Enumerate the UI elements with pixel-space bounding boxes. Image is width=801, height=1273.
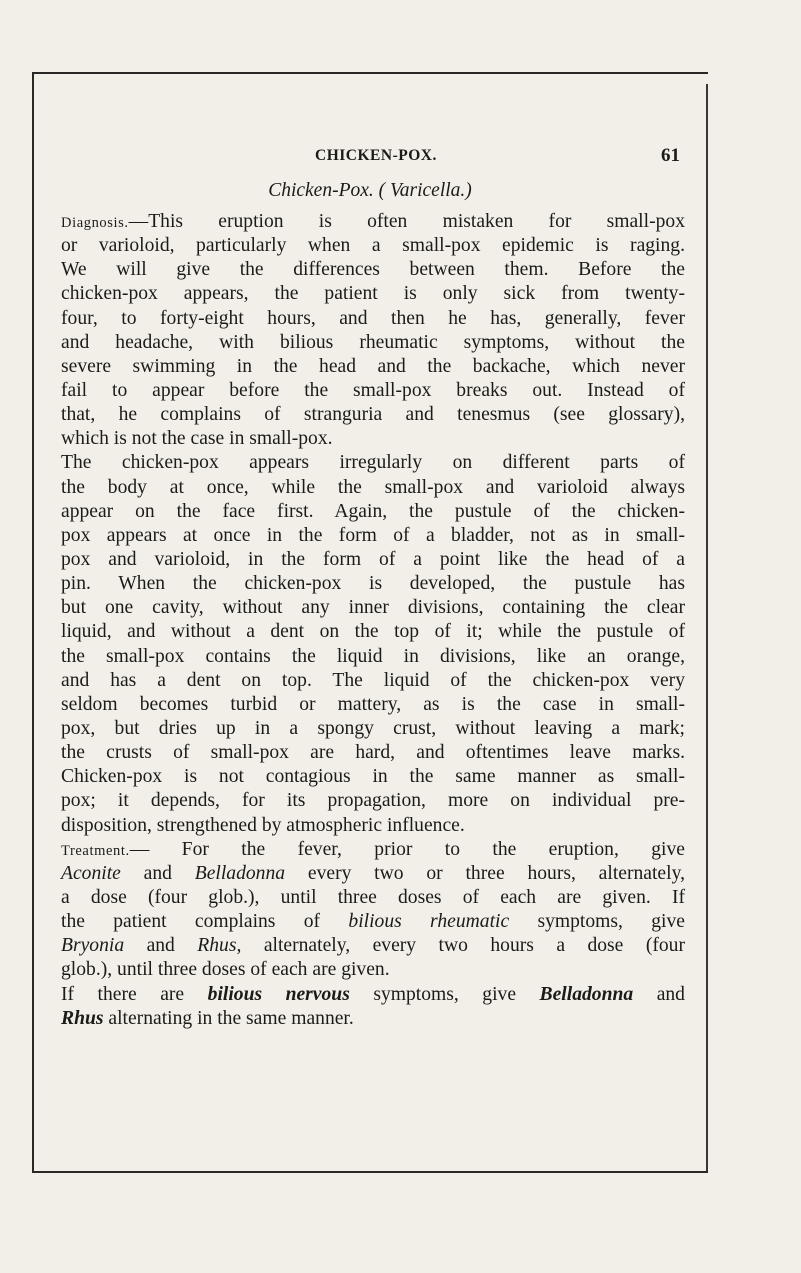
text-line: or varioloid, particularly when a small-pox epidemic is raging. <box>61 235 685 257</box>
text-line-content: — For the fever, prior to the eruption, give <box>129 838 685 860</box>
page-frame-right <box>706 84 708 1172</box>
text-line: and headache, with bilious rheumatic symptoms, without the <box>61 331 685 353</box>
text-line: four, to forty-eight hours, and then he has, generally, fever <box>61 307 685 329</box>
body-text <box>61 210 685 1031</box>
running-title: CHICKEN-POX. <box>315 147 437 164</box>
text-line: liquid, and without a dent on the top of it; while the pustule of <box>61 621 685 643</box>
text-line: pox and varioloid, in the form of a point like the head of a <box>61 548 685 570</box>
text-line <box>61 838 685 862</box>
text-fragment: the patient complains of <box>61 911 349 933</box>
text-line <box>61 210 685 234</box>
running-head <box>60 145 680 169</box>
text-fragment: symptoms, give <box>509 911 685 933</box>
text-fragment: symptoms, give <box>349 983 540 1005</box>
text-fragment: If there are <box>61 983 208 1005</box>
text-line: that, he complains of stranguria and tenesmus (see glossary), <box>61 404 685 426</box>
text-fragment: alternating in the same manner. <box>103 1007 354 1029</box>
section-heading: Chicken-Pox. ( Varicella.) <box>268 180 472 201</box>
text-line: seldom becomes turbid or mattery, as is the case in small- <box>61 693 685 715</box>
text-line: the crusts of small-pox are hard, and oftentimes leave marks. <box>61 742 685 764</box>
text-line: pox; it depends, for its propagation, more on individual pre- <box>61 790 685 812</box>
remedy-bryonia: Bryonia <box>61 935 125 957</box>
text-line: fail to appear before the small-pox breaks out. Instead of <box>61 379 685 401</box>
text-fragment: alternately, every two hours a dose (four <box>241 935 685 957</box>
remedy-belladonna: Belladonna <box>194 862 286 884</box>
text-fragment: and <box>124 935 198 957</box>
diagnosis-label: Diagnosis. <box>61 215 129 231</box>
text-line: but one cavity, without any inner divisions, containing the clear <box>61 597 685 619</box>
text-line: pox appears at once in the form of a bladder, not as in small- <box>61 524 685 546</box>
text-line: chicken-pox appears, the patient is only sick from twenty- <box>61 283 685 305</box>
text-line <box>61 934 685 958</box>
text-line: disposition, strengthened by atmospheric influence. <box>61 814 465 836</box>
treatment-label: Treatment. <box>61 842 130 859</box>
page-number: 61 <box>661 145 680 166</box>
text-line: and has a dent on top. The liquid of the chicken-pox very <box>61 669 685 691</box>
text-line <box>61 862 685 886</box>
remedy-rhus: Rhus <box>61 1007 104 1029</box>
page-frame-top <box>32 72 708 74</box>
text-line: severe swimming in the head and the backache, which never <box>61 355 685 377</box>
text-line: appear on the face first. Again, the pustule of the chicken- <box>61 500 685 522</box>
symptom-bilious-rheumatic: bilious rheumatic <box>348 911 510 933</box>
text-line <box>61 983 685 1007</box>
text-line: a dose (four glob.), until three doses of each are given. If <box>61 886 685 908</box>
text-line <box>61 1007 685 1031</box>
text-line: glob.), until three doses of each are given. <box>61 959 390 981</box>
remedy-aconite: Aconite <box>61 862 121 884</box>
remedy-rhus: Rhus, <box>197 935 242 957</box>
text-fragment: and <box>120 862 195 884</box>
text-line: pin. When the chicken-pox is developed, the pustule has <box>61 573 685 595</box>
text-line: which is not the case in small-pox. <box>61 428 333 450</box>
text-fragment: every two or three hours, alternately, <box>285 862 685 884</box>
text-line: the body at once, while the small-pox and varioloid always <box>61 476 685 498</box>
page-frame-bottom <box>32 1171 708 1173</box>
text-line: The chicken-pox appears irregularly on different parts of <box>61 452 685 474</box>
text-line: pox, but dries up in a spongy crust, without leaving a mark; <box>61 717 685 739</box>
text-line <box>61 910 685 934</box>
text-line-content: —This eruption is often mistaken for small-pox <box>128 211 685 232</box>
text-line: Chicken-pox is not contagious in the same manner as small- <box>61 766 685 788</box>
text-line: the small-pox contains the liquid in divisions, like an orange, <box>61 645 685 667</box>
remedy-belladonna: Belladonna <box>539 983 634 1005</box>
text-line: We will give the differences between them. Before the <box>61 259 685 281</box>
page-frame-left <box>32 72 34 1172</box>
symptom-bilious-nervous: bilious nervous <box>207 983 350 1005</box>
text-fragment: and <box>633 983 685 1005</box>
